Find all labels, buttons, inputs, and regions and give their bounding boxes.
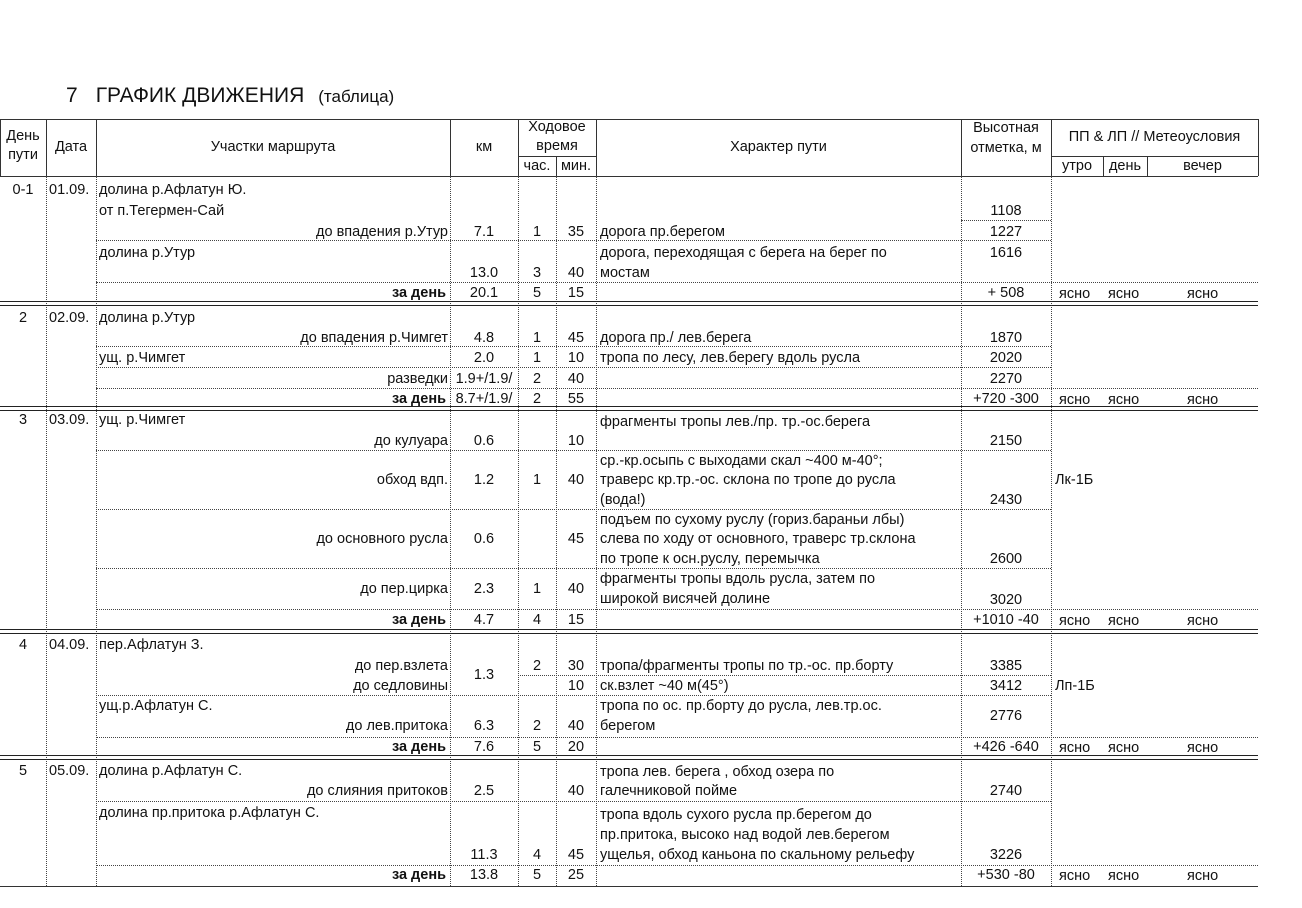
altitude-change: +426 -640	[973, 739, 1039, 755]
weather-morning: ясно	[1059, 740, 1091, 756]
km-value: 0.6	[473, 531, 495, 547]
day-number: 5	[18, 763, 28, 779]
weather-evening: ясно	[1187, 868, 1219, 884]
date: 03.09.	[49, 412, 90, 428]
row-separator	[96, 509, 1051, 510]
section-name: от п.Тегермен-Сай	[99, 203, 225, 219]
section-name: ущ. р.Чимгет	[99, 350, 186, 366]
altitude-value: 1616	[989, 245, 1023, 261]
section-name: до слияния притоков	[306, 783, 448, 799]
weather-afternoon: ясно	[1108, 392, 1140, 408]
pass-category: Лп-1Б	[1055, 678, 1095, 694]
hours-total: 2	[532, 391, 542, 407]
path-description: тропа лев. берега , обход озера по	[600, 764, 835, 780]
altitude-change: +1010 -40	[973, 612, 1039, 628]
weather-afternoon: ясно	[1108, 868, 1140, 884]
section-name: до впадения р.Утур	[316, 224, 448, 240]
minutes-total: 15	[567, 285, 585, 301]
header-weather: ПП & ЛП // Метеоусловия	[1068, 129, 1241, 145]
section-name: долина пр.притока р.Афлатун С.	[99, 805, 320, 821]
altitude-value: 2150	[989, 433, 1023, 449]
hours-value: 3	[532, 265, 542, 281]
km-value: 2.3	[473, 581, 495, 597]
header-border-right	[1258, 119, 1259, 176]
section-name: разведки	[387, 371, 448, 387]
hours-value: 4	[532, 847, 542, 863]
section-name: до пер.цирка	[360, 581, 448, 597]
km-total: 7.6	[473, 739, 495, 755]
km-value: 4.8	[473, 330, 495, 346]
header-path: Характер пути	[730, 139, 827, 155]
weather-morning: ясно	[1059, 613, 1091, 629]
day-number: 4	[18, 637, 28, 653]
section-name: долина р.Афлатун С.	[99, 763, 243, 779]
altitude-value: 1227	[989, 224, 1023, 240]
altitude-value: 2600	[989, 551, 1023, 567]
path-description: дорога пр.берегом	[600, 224, 725, 240]
altitude-change: + 508	[987, 285, 1025, 301]
weather-morning: ясно	[1059, 868, 1091, 884]
path-description: фрагменты тропы вдоль русла, затем по	[600, 571, 876, 587]
section-name: до лев.притока	[345, 718, 448, 734]
path-description: ср.-кр.осыпь с выходами скал ~400 м-40°;	[600, 453, 883, 469]
row-separator	[96, 282, 1258, 283]
hours-value: 1	[532, 472, 542, 488]
path-description: тропа/фрагменты тропы по тр.-ос. пр.борту	[600, 658, 894, 674]
header-bottom-line	[0, 176, 1258, 177]
section-name: до седловины	[353, 678, 448, 694]
weather-evening: ясно	[1187, 392, 1219, 408]
path-description: (вода!)	[600, 492, 646, 508]
section-name: обход вдп.	[376, 472, 448, 488]
row-separator	[96, 568, 1051, 569]
path-description: ущелья, обход каньона по скальному рельефу	[600, 847, 915, 863]
section-name: до пер.взлета	[354, 658, 448, 674]
weather-afternoon: ясно	[1108, 613, 1140, 629]
km-value: 2.0	[473, 350, 495, 366]
path-description: слева по ходу от основного, траверс тр.склона	[600, 531, 916, 547]
altitude-value: 3020	[989, 592, 1023, 608]
section-name: до впадения р.Чимгет	[300, 330, 448, 346]
km-total: 20.1	[469, 285, 499, 301]
hours-value: 2	[532, 718, 542, 734]
path-description: тропа по ос. пр.борту до русла, лев.тр.ос.	[600, 698, 882, 714]
altitude-change: +720 -300	[973, 391, 1039, 407]
path-description: тропа вдоль сухого русла пр.берегом до	[600, 807, 872, 823]
minutes-value: 40	[567, 371, 585, 387]
path-description: галечниковой пойме	[600, 783, 738, 799]
date: 02.09.	[49, 310, 90, 326]
altitude-value: 3385	[989, 658, 1023, 674]
altitude-value: 2270	[989, 371, 1023, 387]
minutes-value: 40	[567, 472, 585, 488]
weather-afternoon: ясно	[1108, 286, 1140, 302]
header-km: км	[475, 139, 493, 155]
day-total-label: за день	[391, 612, 446, 628]
weather-morning: ясно	[1059, 286, 1091, 302]
minutes-value: 40	[567, 718, 585, 734]
path-description: широкой висячей долине	[600, 591, 771, 607]
km-value: 13.0	[469, 265, 499, 281]
pass-category: Лк-1Б	[1055, 472, 1094, 488]
title-main: ГРАФИК ДВИЖЕНИЯ	[95, 84, 305, 107]
date: 01.09.	[49, 182, 90, 198]
altitude-value: 3226	[989, 847, 1023, 863]
km-value: 1.3	[473, 667, 495, 683]
km-value: 7.1	[473, 224, 495, 240]
hours-value: 2	[532, 658, 542, 674]
section-name: долина р.Афлатун Ю.	[99, 182, 247, 198]
minutes-value: 35	[567, 224, 585, 240]
header-afternoon: день	[1108, 158, 1142, 174]
km-value: 2.5	[473, 783, 495, 799]
row-separator	[96, 388, 1258, 389]
altitude-value: 3412	[989, 678, 1023, 694]
header-minutes: мин.	[560, 158, 592, 174]
section-name: долина р.Утур	[99, 245, 196, 261]
header-morning: утро	[1061, 158, 1093, 174]
column-divider	[46, 176, 47, 886]
minutes-value: 10	[567, 350, 585, 366]
section-name: ущ.р.Афлатун С.	[99, 698, 213, 714]
hours-total: 5	[532, 285, 542, 301]
day-total-label: за день	[391, 285, 446, 301]
date: 05.09.	[49, 763, 90, 779]
table-bottom-line	[0, 886, 1258, 887]
minutes-total: 15	[567, 612, 585, 628]
day-number: 0-1	[12, 182, 34, 198]
km-value: 11.3	[470, 847, 498, 863]
path-description: берегом	[600, 718, 656, 734]
minutes-total: 20	[567, 739, 585, 755]
row-separator	[96, 695, 1051, 696]
header-time: Ходовое время	[528, 119, 586, 154]
section-number: 7	[66, 84, 78, 107]
altitude-value: 2776	[989, 708, 1023, 724]
path-description: дорога, переходящая с берега на берег по	[600, 245, 887, 261]
km-total: 8.7+/1.9/	[455, 391, 513, 407]
minutes-value: 40	[567, 581, 585, 597]
minutes-value: 45	[567, 330, 585, 346]
path-description: траверс кр.тр.-ос. склона по тропе до русла	[600, 472, 896, 488]
section-name: до кулуара	[374, 433, 448, 449]
minutes-total: 25	[567, 867, 585, 883]
date: 04.09.	[49, 637, 90, 653]
km-total: 13.8	[469, 867, 499, 883]
hours-value: 1	[532, 581, 542, 597]
altitude-value: 2020	[989, 350, 1023, 366]
row-separator	[961, 220, 1051, 221]
path-description: фрагменты тропы лев./пр. тр.-ос.берега	[600, 414, 871, 430]
weather-morning: ясно	[1059, 392, 1091, 408]
weather-evening: ясно	[1187, 286, 1219, 302]
km-value: 0.6	[473, 433, 495, 449]
weather-evening: ясно	[1187, 740, 1219, 756]
header-altitude: Высотная отметка, м	[970, 120, 1042, 156]
row-separator	[96, 865, 1258, 866]
hours-value: 2	[532, 371, 542, 387]
minutes-value: 30	[567, 658, 585, 674]
row-separator	[96, 609, 1258, 610]
path-description: по тропе к осн.руслу, перемычка	[600, 551, 820, 567]
km-value: 6.3	[473, 718, 495, 734]
path-description: тропа по лесу, лев.берегу вдоль русла	[600, 350, 861, 366]
hours-value: 1	[532, 350, 542, 366]
altitude-value: 2740	[989, 783, 1023, 799]
altitude-change: +530 -80	[977, 867, 1035, 883]
hours-value: 1	[532, 224, 542, 240]
path-description: пр.притока, высоко над водой лев.берегом	[600, 827, 890, 843]
minutes-value: 40	[567, 783, 585, 799]
minutes-value: 40	[567, 265, 585, 281]
row-separator	[96, 450, 1051, 451]
header-hours: час.	[523, 158, 551, 174]
minutes-value: 10	[567, 678, 585, 694]
path-description: подъем по сухому руслу (гориз.бараньи лбы)	[600, 512, 905, 528]
header-section: Участки маршрута	[210, 139, 336, 155]
hours-value: 1	[532, 330, 542, 346]
minutes-value: 45	[567, 531, 585, 547]
section-name: до основного русла	[316, 531, 448, 547]
km-value: 1.9+/1.9/	[455, 371, 513, 387]
path-description: дорога пр./ лев.берега	[600, 330, 752, 346]
altitude-value: 1108	[990, 203, 1022, 219]
path-description: ск.взлет ~40 м(45°)	[600, 678, 729, 694]
title-sub: (таблица)	[318, 87, 395, 106]
hours-total: 4	[532, 612, 542, 628]
day-total-label: за день	[391, 867, 446, 883]
section-name: пер.Афлатун З.	[99, 637, 204, 653]
day-number: 2	[18, 310, 28, 326]
row-separator	[96, 367, 1051, 368]
day-total-label: за день	[391, 739, 446, 755]
hours-total: 5	[532, 867, 542, 883]
header-date: Дата	[54, 139, 88, 155]
section-name: ущ. р.Чимгет	[99, 412, 186, 428]
weather-evening: ясно	[1187, 613, 1219, 629]
day-total-label: за день	[391, 391, 446, 407]
weather-afternoon: ясно	[1108, 740, 1140, 756]
section-name: долина р.Утур	[99, 310, 196, 326]
row-separator	[96, 801, 1051, 802]
header-top-line	[0, 119, 1258, 120]
path-description: мостам	[600, 265, 650, 281]
row-separator	[96, 737, 1258, 738]
altitude-value: 2430	[989, 492, 1023, 508]
minutes-total: 55	[567, 391, 585, 407]
km-total: 4.7	[473, 612, 495, 628]
header-day: День пути	[6, 128, 40, 163]
minutes-value: 45	[567, 847, 585, 863]
km-value: 1.2	[473, 472, 495, 488]
altitude-value: 1870	[989, 330, 1023, 346]
header-evening: вечер	[1183, 158, 1222, 174]
hours-total: 5	[532, 739, 542, 755]
minutes-value: 10	[567, 433, 585, 449]
day-number: 3	[18, 412, 28, 428]
row-separator	[518, 675, 1051, 676]
